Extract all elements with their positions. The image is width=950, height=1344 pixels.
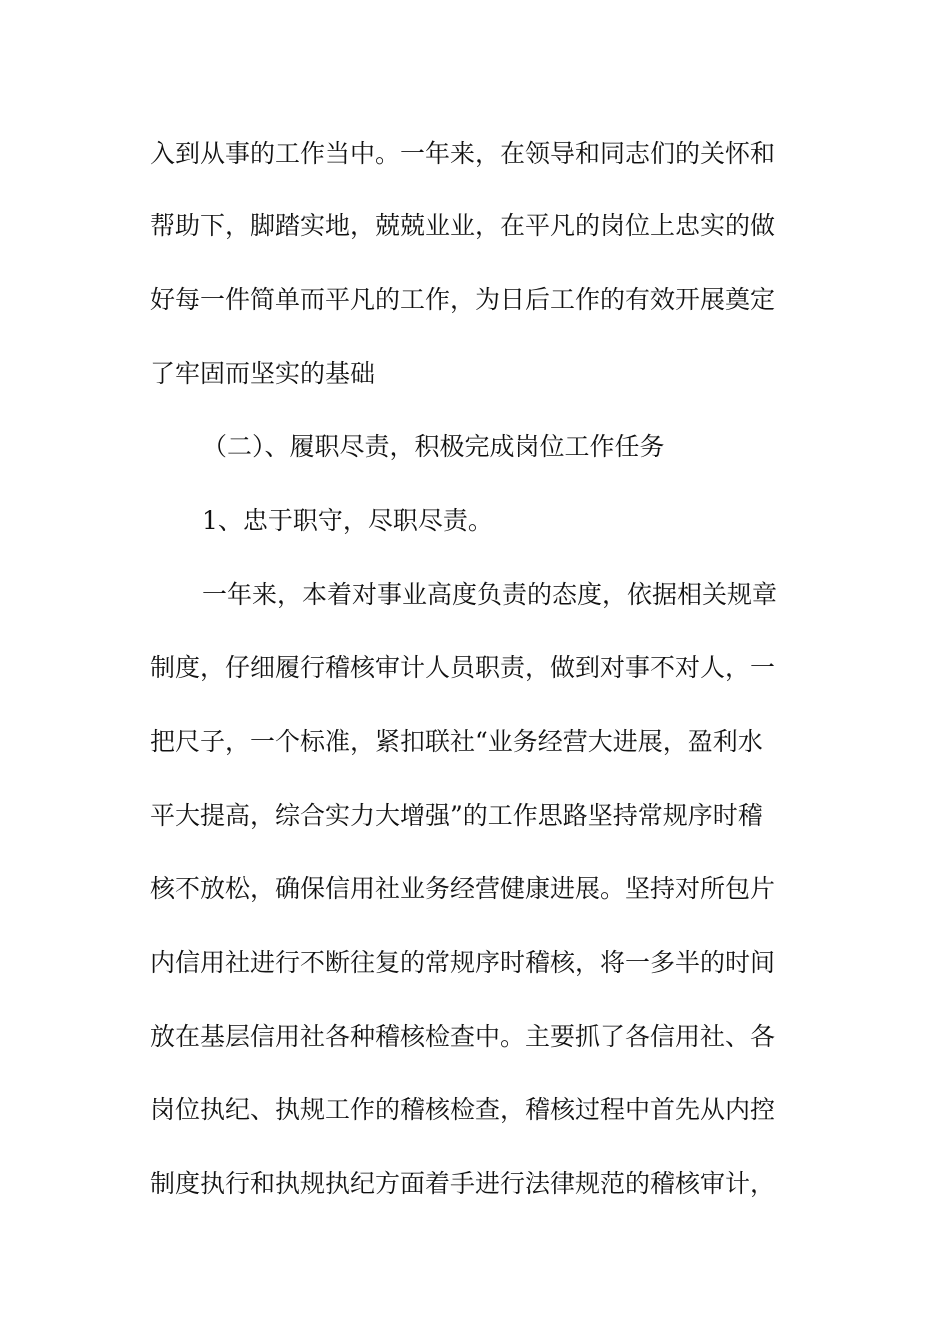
paragraph-line: 平大提高，综合实力大增强”的工作思路坚持常规序时稽 [150,801,763,830]
paragraph-line: 入到从事的工作当中。一年来，在领导和同志们的关怀和 [150,139,776,168]
paragraph-line: 制度，仔细履行稽核审计人员职责，做到对事不对人，一 [150,653,776,682]
paragraph-line: 了牢固而坚实的基础 [150,359,376,388]
paragraph-line: 好每一件简单而平凡的工作，为日后工作的有效开展奠定 [150,285,776,314]
paragraph-line: 岗位执纪、执规工作的稽核检查，稽核过程中首先从内控 [150,1095,776,1124]
paragraph-line: 制度执行和执规执纪方面着手进行法律规范的稽核审计， [150,1169,776,1198]
paragraph-line: 一年来，本着对事业高度负责的态度，依据相关规章 [202,580,778,609]
section-heading: （二）、履职尽责，积极完成岗位工作任务 [202,432,665,461]
paragraph-line: 内信用社进行不断往复的常规序时稽核，将一多半的时间 [150,948,776,977]
paragraph-line: 把尺子，一个标准，紧扣联社“业务经营大进展，盈利水 [150,727,763,756]
paragraph-line: 核不放松，确保信用社业务经营健康进展。坚持对所包片 [150,874,776,903]
paragraph-line: 帮助下，脚踏实地，兢兢业业，在平凡的岗位上忠实的做 [150,211,776,240]
paragraph-line: 放在基层信用社各种稽核检查中。主要抓了各信用社、各 [150,1022,776,1051]
subsection-heading: 1、忠于职守，尽职尽责。 [202,506,493,535]
